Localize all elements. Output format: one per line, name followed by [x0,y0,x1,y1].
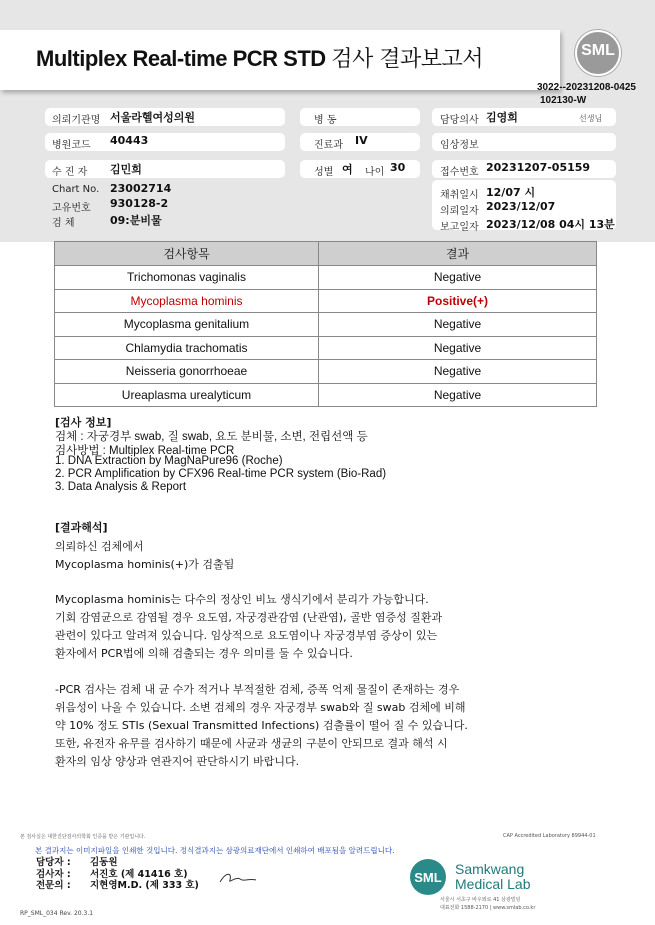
signature-icon [218,870,258,886]
interpretation-line: Mycoplasma hominis(+)가 검출됨 [55,558,235,571]
table-row [55,336,597,360]
sml-company-logo-icon [405,857,451,897]
test-name: Mycoplasma hominis [55,289,319,313]
patient-name-value: 김민희 [110,163,142,176]
cap-accreditation: CAP Accredited Laboratory 89944-01 [503,833,596,839]
column-header-result: 결과 [319,242,597,266]
info-line: 검사방법 : Multiplex Real-time PCR [55,445,235,457]
hospital-code-label: 병원코드 [52,140,91,151]
footer-fine-print: 본 검사실은 대한진단검사의학회 인증을 받은 기관입니다. [20,834,146,840]
chart-no-label: Chart No. [52,184,100,195]
collect-label: 채취일시 [440,190,479,201]
form-revision: RP_SML_034 Rev. 20.3.1 [20,910,94,917]
interpretation-line: 의뢰하신 검체에서 [55,540,144,553]
staff-name: 서진호 (제 41416 호) [90,869,188,880]
test-result: Negative [319,313,597,337]
test-name: Neisseria gonorrhoeae [55,360,319,384]
collect-value: 12/07 시 [486,186,536,199]
hospital-code-value: 40443 [110,134,149,147]
info-line: 3. Data Analysis & Report [55,481,187,493]
patient-name-label: 수 진 자 [52,167,88,178]
test-result: Negative [319,360,597,384]
dept-label: 진료과 [314,140,343,151]
sex-label: 성별 [314,167,334,178]
clinical-label: 임상정보 [440,140,479,151]
interpretation-line: Mycoplasma hominis는 다수의 정상인 비뇨 생식기에서 분리가 가능합니다. [55,593,429,606]
table-row [55,266,597,290]
report-title-ko: 검사 결과보고서 [331,47,484,72]
info-line: 1. DNA Extraction by MagNaPure96 (Roche) [55,455,283,467]
table-row [55,360,597,384]
company-logo-text: SML [414,870,442,885]
report-date-value: 2023/12/08 04시 13분 [486,218,615,231]
report-title-en: Multiplex Real-time PCR STD [36,46,326,71]
institution-label: 의뢰기관명 [52,115,101,126]
staff-role: 담당자 : [36,857,71,868]
test-result: Negative [319,383,597,407]
company-contact: 대표전화 1588-2170 | www.smlab.co.kr [440,905,536,911]
age-label: 나이 [365,167,385,178]
request-value: 2023/12/07 [486,200,556,213]
table-row [55,383,597,407]
test-name: Ureaplasma urealyticum [55,383,319,407]
report-title [36,42,483,73]
sml-logo-icon [575,30,621,76]
staff-name: 지현영M.D. (제 333 호) [90,880,199,891]
interpretation-line: -PCR 검사는 검체 내 균 수가 적거나 부적절한 검체, 증폭 억제 물질이 존재하는 경우 [55,683,460,696]
company-name [455,862,531,892]
test-name: Mycoplasma genitalium [55,313,319,337]
doctor-suffix: 선생님 [579,114,603,123]
staff-role: 검사자 : [36,869,71,880]
report-date-label: 보고일자 [440,222,479,233]
id-no-value: 930128-2 [110,197,169,210]
interpretation-heading: [결과해석] [55,521,108,534]
ward-label: 병 동 [314,115,337,126]
interpretation-line: 관련이 있다고 알려져 있습니다. 임상적으로 요도염이나 자궁경부염 증상이 있는 [55,629,438,642]
interpretation-line: 위음성이 나올 수 있습니다. 소변 검체의 경우 자궁경부 swab와 질 swab 검체에 비해 [55,701,466,714]
results-header-row [55,242,597,266]
test-result: Negative [319,266,597,290]
results-table [54,241,597,407]
doctor-value: 김영희 [486,111,518,124]
request-label: 의뢰일자 [440,206,479,217]
doctor-label: 담당의사 [440,115,479,126]
company-address: 서울시 서초구 바우뫼로 41 삼광빌딩 [440,897,521,903]
interpretation-line: 기회 감염균으로 감염될 경우 요도염, 자궁경관감염 (난관염), 골반 염증성 질환과 [55,611,443,624]
receipt-label: 접수번호 [440,167,479,178]
interpretation-line: 또한, 유전자 유무를 검사하기 때문에 사균과 생균의 구분이 안되므로 결과 해석 시 [55,737,448,750]
institution-value: 서울라헬여성의원 [110,111,196,124]
info-heading: [검사 정보] [55,416,112,429]
logo-text: SML [581,42,615,59]
info-line: 2. PCR Amplification by CFX96 Real-time PCR system (Bio-Rad) [55,468,387,480]
info-line: 검체 : 자궁경부 swab, 질 swab, 요도 분비물, 소변, 전립선액 등 [55,431,368,443]
interpretation-line: 환자에서 PCR법에 의해 검출되는 경우 의미를 둘 수 있습니다. [55,647,353,660]
id-no-label: 고유번호 [52,203,91,214]
dept-value: IV [355,134,368,147]
staff-role: 전문의 : [36,880,71,891]
company-name-line1: Samkwang [455,861,525,877]
receipt-value: 20231207-05159 [486,161,591,174]
print-notice: 본 결과지는 이미지파일을 인쇄한 것입니다. 정식결과지는 삼광의료재단에서 인쇄하여 배포됨을 알려드립니다. [35,846,395,855]
specimen-label: 검 체 [52,218,75,229]
test-name: Chlamydia trachomatis [55,336,319,360]
test-name: Trichomonas vaginalis [55,266,319,290]
company-name-line2: Medical Lab [455,876,531,892]
doc-number-sub: 102130-W [540,95,587,106]
age-value: 30 [390,161,406,174]
interpretation-line: 약 10% 정도 STIs (Sexual Transmitted Infections) 검출률이 떨어 질 수 있습니다. [55,719,468,732]
interpretation-line: 환자의 임상 양상과 연관지어 판단하시기 바랍니다. [55,755,300,768]
test-result: Negative [319,336,597,360]
doc-number: 3022--20231208-0425 [537,82,636,93]
chart-no-value: 23002714 [110,182,172,195]
table-row-positive [55,289,597,313]
test-result-positive: Positive(+) [319,289,597,313]
specimen-value: 09:분비물 [110,214,162,227]
column-header-test: 검사항목 [55,242,319,266]
table-row [55,313,597,337]
sex-value: 여 [342,163,353,176]
title-card [0,30,560,90]
staff-name: 김동원 [90,857,118,868]
